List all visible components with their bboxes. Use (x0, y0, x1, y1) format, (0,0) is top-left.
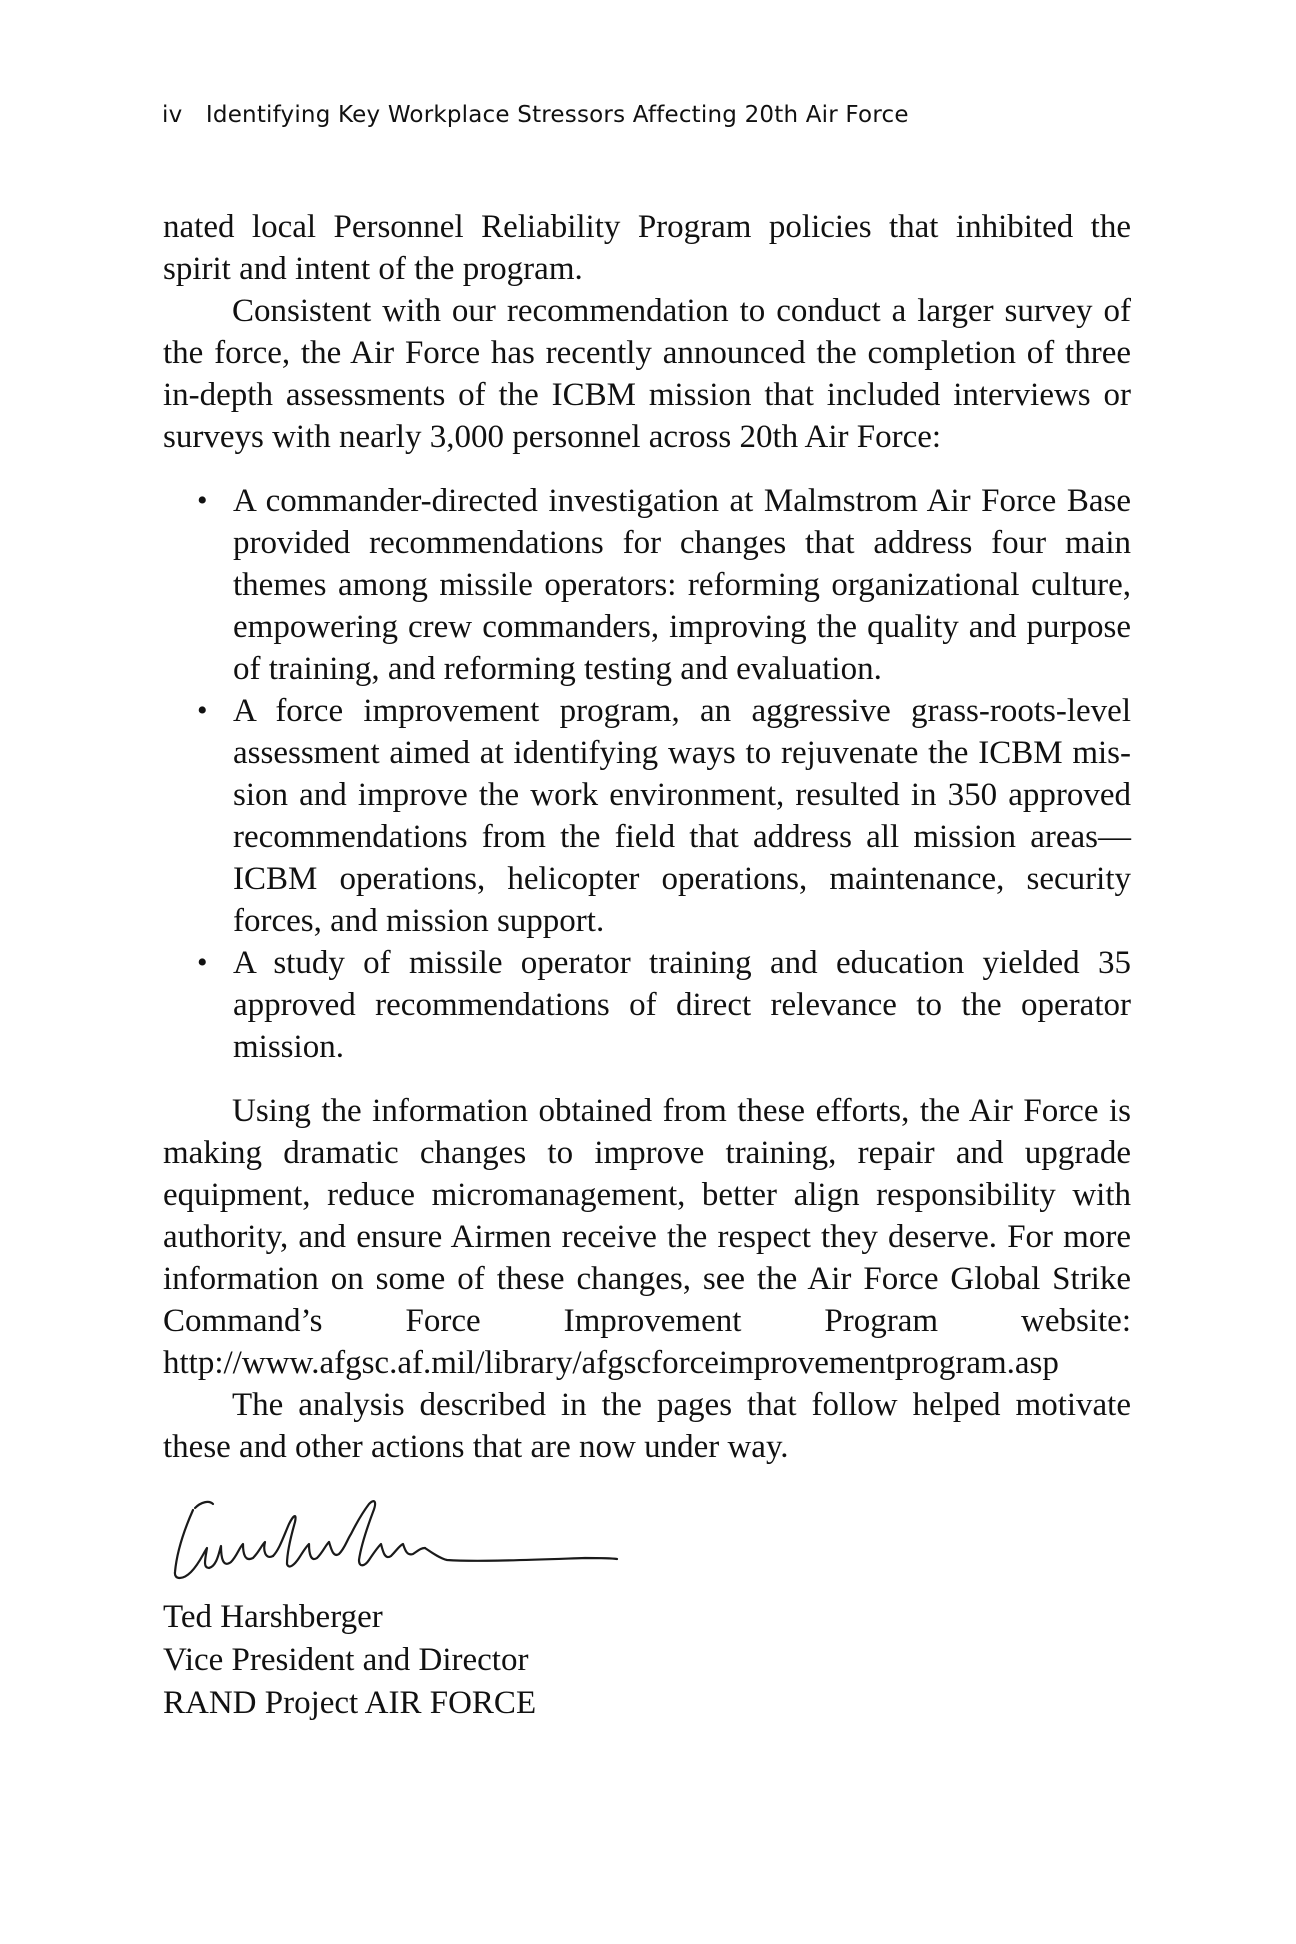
signer-name: Ted Harshberger (163, 1599, 383, 1635)
list-item-text: A force improvement program, an aggressive grass-roots-level assessment aimed at identifying ways to rejuvenate the ICBM mission and improve the work environment, resulted in 350 approved recommendations from the field that address all mission areas— ICBM operations, helicopter operations, maintenance, security forces, and mission support. (233, 693, 1131, 939)
list-item (197, 690, 1131, 942)
list-item-text: A commander-directed investigation at Malmstrom Air Force Base provided recommendations for changes that address four main themes among missile operators: reforming organizational culture, empowering crew commanders, improving the quality and purpose of training, and reforming testing and evaluation. (233, 483, 1131, 687)
paragraph-continuation: nated local Personnel Reliability Program policies that inhibited the spirit and intent of the program. (163, 209, 1131, 287)
bullet-icon: • (197, 694, 208, 727)
bullet-icon: • (197, 484, 208, 517)
running-head (162, 102, 909, 128)
assessment-list (163, 480, 1131, 1068)
signer-title: Vice President and Director (163, 1642, 529, 1678)
running-head-title: Identifying Key Workplace Stressors Affecting 20th Air Force (205, 102, 909, 128)
bullet-icon: • (197, 946, 208, 979)
list-item-text: A study of missile operator training and education yielded 35 approved recommendations of direct relevance to the operator mission. (233, 945, 1131, 1065)
list-item (197, 480, 1131, 690)
body-text (163, 206, 1131, 1468)
signer-organization: RAND Project AIR FORCE (163, 1685, 537, 1721)
paragraph-changes: Using the information obtained from these efforts, the Air Force is making dramatic changes to improve training, repair and upgrade equipment, reduce micromanagement, better align responsibility with authority, and ensure Airmen receive the respect they deserve. For more information on some of these changes, see the Air Force Global Strike Command’s Force Improvement Program website: http://www.afgsc.af.mil/library/afgscforceimprovementprogram.asp (163, 1093, 1131, 1381)
list-item (197, 942, 1131, 1068)
handwritten-signature (155, 1488, 625, 1590)
paragraph-survey: Consistent with our recommendation to conduct a larger survey of the force, the Air Force has recently announced the completion of three in-depth assessments of the ICBM mission that included interviews or surveys with nearly 3,000 personnel across 20th Air Force: (163, 293, 1131, 455)
signature-block (163, 1596, 536, 1725)
page-number: iv (162, 102, 183, 128)
paragraph-analysis: The analysis described in the pages that follow helped motivate these and other actions that are now under way. (163, 1387, 1131, 1465)
